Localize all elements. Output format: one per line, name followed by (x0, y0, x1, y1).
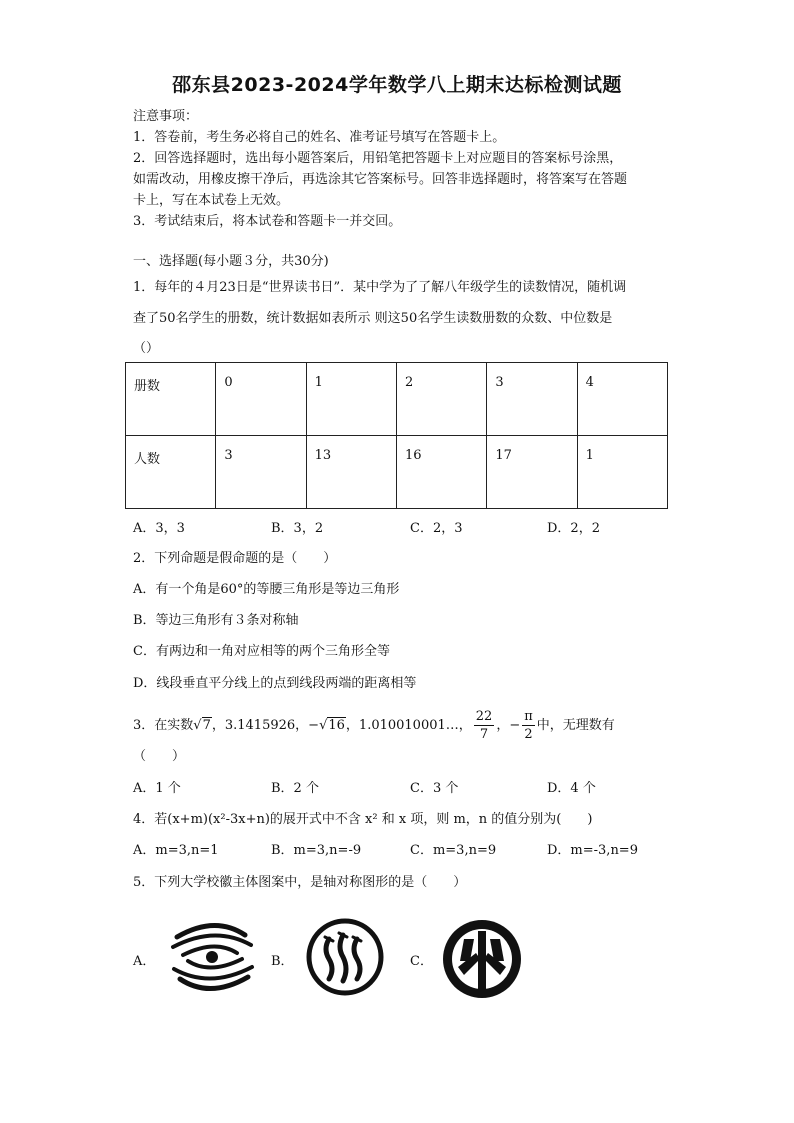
q1-stem-line-1: 1．每年的４月23日是“世界读书日”．某中学为了了解八年级学生的读数情况，随机调 (133, 280, 627, 295)
table-cell: 13 (306, 436, 396, 509)
table-cell: 3 (216, 436, 306, 509)
q1-option-b: B．3，2 (271, 521, 324, 536)
swirl-emblem-icon (165, 917, 260, 997)
q4-option-a: A．m=3,n=1 (133, 843, 219, 858)
table-row (126, 363, 668, 436)
q3-mid3: ，− (496, 718, 521, 733)
note-2-line-1: 2．回答选择题时，选出每小题答案后，用铅笔把答题卡上对应题目的答案标号涂黑， (133, 151, 623, 166)
q4-option-d: D．m=-3,n=9 (547, 843, 638, 858)
q2-option-b: B．等边三角形有３条对称轴 (133, 613, 299, 628)
frac-denominator: 2 (524, 727, 533, 742)
q1-stem-line-3: （） (133, 341, 160, 356)
table-cell: 4 (577, 363, 667, 436)
note-2-line-3: 卡上，写在本试卷上无效。 (133, 193, 290, 208)
q3-neg: − (308, 718, 320, 733)
q4-option-b: B．m=3,n=-9 (271, 843, 362, 858)
q3-stem (133, 708, 615, 743)
q3-option-a: A．1 个 (133, 781, 181, 796)
table-row (126, 436, 668, 509)
q2-option-c: C．有两边和一角对应相等的两个三角形全等 (133, 644, 390, 659)
table-cell: 2 (396, 363, 486, 436)
table-cell: 人数 (126, 436, 216, 509)
q3-sqrt16: 16 (328, 718, 345, 733)
table-cell: 1 (577, 436, 667, 509)
note-1: 1．答卷前，考生务必将自己的姓名、准考证号填写在答题卡上。 (133, 130, 506, 145)
q3-option-b: B．2 个 (271, 781, 319, 796)
q1-option-c: C．2，3 (410, 521, 463, 536)
q3-prefix: 3．在实数 (133, 718, 194, 733)
sqrt-sign: √ (319, 718, 328, 733)
frac-numerator: 22 (475, 709, 493, 724)
q1-stem-line-2: 查了50名学生的册数，统计数据如表所示 则这50名学生读数册数的众数、中位数是 (133, 311, 613, 326)
q1-data-table (125, 362, 668, 509)
q1-option-d: D．2，2 (547, 521, 600, 536)
note-3: 3．考试结束后，将本试卷和答题卡一并交回。 (133, 214, 402, 229)
q3-mid1: ，3.1415926， (211, 718, 309, 733)
q3-mid2: ，1.010010001…， (345, 718, 472, 733)
q3-option-c: C．3 个 (410, 781, 459, 796)
table-cell: 1 (306, 363, 396, 436)
q1-option-a: A．3，3 (133, 521, 185, 536)
note-2-line-2: 如需改动，用橡皮擦干净后，再选涂其它答案标号。回答非选择题时，将答案写在答题 (133, 172, 628, 187)
frac-numerator: π (524, 709, 533, 724)
q3-paren: （ ） (133, 749, 186, 764)
peking-emblem-icon (440, 917, 525, 1002)
table-cell: 册数 (126, 363, 216, 436)
q5-stem: 5．下列大学校徽主体图案中，是轴对称图形的是（ ） (133, 875, 467, 890)
table-cell: 16 (396, 436, 486, 509)
frac-denominator: 7 (479, 727, 489, 742)
page-title: 邵东县2023-2024学年数学八上期末达标检测试题 (172, 74, 622, 96)
q3-option-d: D．4 个 (547, 781, 596, 796)
q3-fraction-22-7 (474, 708, 495, 743)
q5-label-b: B． (271, 954, 294, 969)
table-cell: 17 (487, 436, 577, 509)
q3-suffix: 中，无理数有 (536, 718, 615, 733)
q2-option-a: A．有一个角是60°的等腰三角形是等边三角形 (133, 582, 400, 597)
q3-sqrt7: 7 (202, 718, 211, 733)
q3-fraction-pi-2 (522, 708, 535, 743)
q5-label-c: C． (410, 954, 433, 969)
q4-option-c: C．m=3,n=9 (410, 843, 497, 858)
q4-stem: 4．若(x+m)(x²-3x+n)的展开式中不含 x² 和 x 项，则 m，n 的值分别为( ) (133, 812, 593, 827)
q2-stem: 2．下列命题是假命题的是（ ） (133, 551, 337, 566)
section-heading: 一、选择题(每小题３分，共30分) (133, 254, 329, 269)
q5-label-a: A． (133, 954, 156, 969)
table-cell: 0 (216, 363, 306, 436)
sqrt-sign: √ (193, 718, 202, 733)
wave-emblem-icon (303, 917, 388, 997)
q2-option-d: D．线段垂直平分线上的点到线段两端的距离相等 (133, 676, 417, 691)
notes-heading: 注意事项： (133, 109, 199, 124)
table-cell: 3 (487, 363, 577, 436)
